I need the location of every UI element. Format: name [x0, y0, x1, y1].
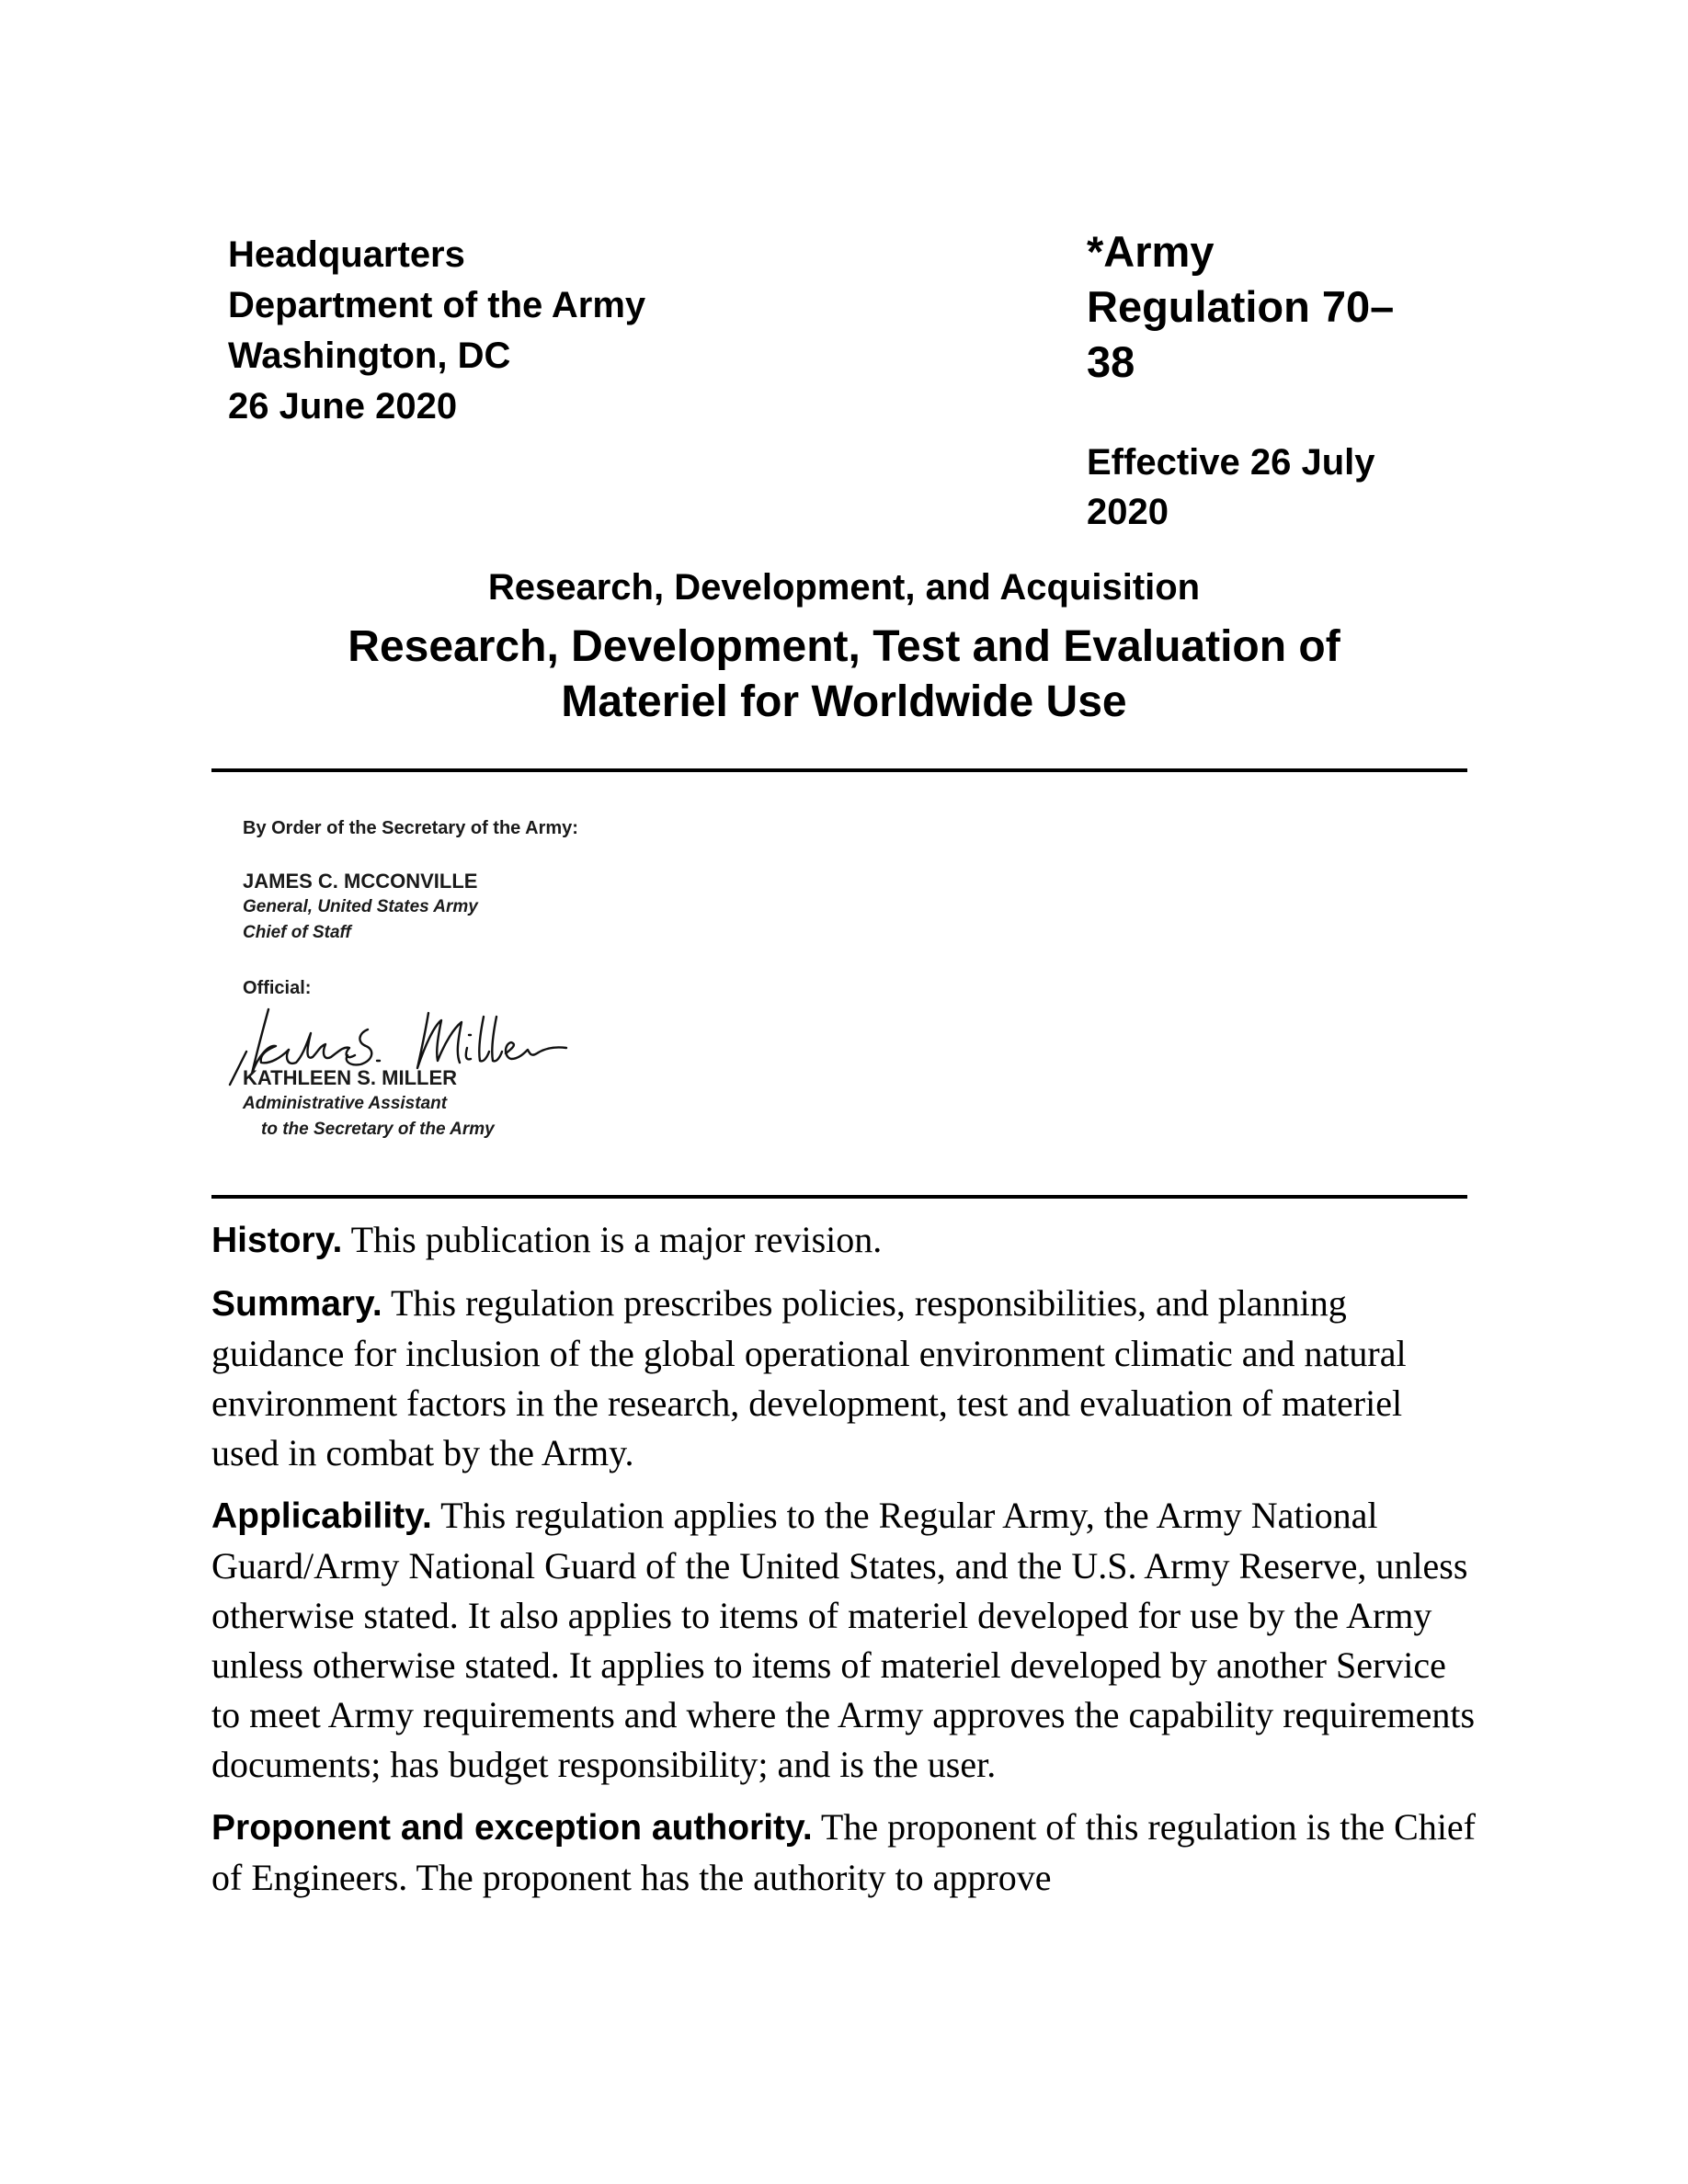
admin-title: Administrative Assistant [243, 1094, 448, 1113]
summary-paragraph [211, 1279, 1477, 1478]
proponent-text: The proponent of this regulation is the Chief of Engineers. The proponent has the authority to approve [211, 1806, 1477, 1898]
summary-text: This regulation prescribes policies, responsibilities, and planning guidance for inclusion of the global operational environment climatic and natural environment factors in the research, development, test and evaluation of materiel used in combat by the Army. [211, 1282, 1407, 1473]
history-paragraph [211, 1215, 1477, 1266]
history-text: This publication is a major revision. [342, 1219, 883, 1260]
bottom-divider [211, 1195, 1467, 1199]
by-order-line: By Order of the Secretary of the Army: [243, 818, 578, 838]
effective-line-1: Effective 26 July [1087, 442, 1375, 483]
applicability-paragraph [211, 1491, 1477, 1790]
effective-date [1087, 438, 1464, 537]
applicability-text: This regulation applies to the Regular Army, the Army National Guard/Army National Guard of the United States, and the U.S. Army Reserve, unless otherwise stated. It also applies to items of materiel developed for use by the Army unless otherwise stated. It applies to items of materiel developed by another Service to meet Army requirements and where the Army approves the capability requirements documents; has budget responsibility; and is the user. [211, 1495, 1476, 1785]
issue-date: 26 June 2020 [228, 386, 458, 427]
title-line-1: Research, Development, Test and Evaluation of [348, 622, 1340, 671]
top-divider [211, 768, 1467, 772]
admin-title-continued: to the Secretary of the Army [261, 1120, 495, 1139]
department-line: Department of the Army [228, 285, 646, 325]
hq-line: Headquarters [228, 234, 465, 275]
history-heading: History. [211, 1221, 343, 1260]
administrative-assistant-name: KATHLEEN S. MILLER [243, 1066, 458, 1089]
regulation-number [1087, 224, 1464, 390]
document-body [211, 1215, 1477, 1916]
regulation-line-3: 38 [1087, 337, 1135, 386]
location-line: Washington, DC [228, 336, 511, 376]
proponent-paragraph [211, 1803, 1477, 1903]
applicability-heading: Applicability. [211, 1496, 432, 1536]
summary-heading: Summary. [211, 1284, 382, 1324]
chief-position: Chief of Staff [243, 923, 351, 942]
official-label: Official: [243, 978, 312, 998]
chief-of-staff-name: JAMES C. MCCONVILLE [243, 870, 478, 893]
issuing-headquarters [228, 230, 645, 432]
document-title [276, 620, 1412, 730]
proponent-heading: Proponent and exception authority. [211, 1808, 813, 1848]
effective-line-2: 2020 [1087, 492, 1169, 532]
chief-rank: General, United States Army [243, 897, 478, 916]
regulation-line-1: *Army [1087, 227, 1215, 276]
title-line-2: Materiel for Worldwide Use [561, 677, 1127, 726]
regulation-line-2: Regulation 70– [1087, 282, 1395, 331]
subject-category: Research, Development, and Acquisition [487, 567, 1201, 608]
